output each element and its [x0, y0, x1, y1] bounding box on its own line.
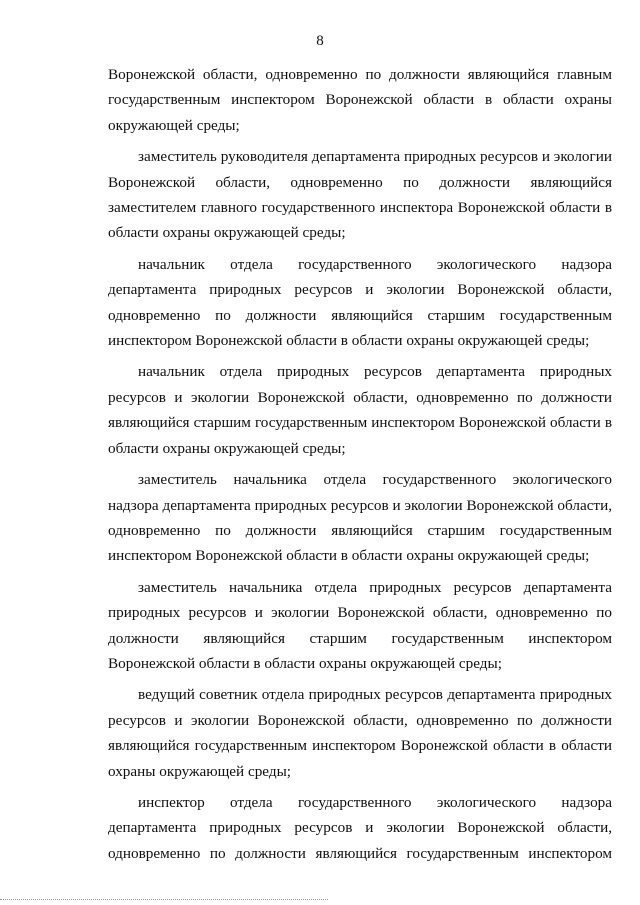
document-body [108, 62, 612, 866]
paragraph-inspector: инспектор отдела государственного экологического надзора департамента природных ресурсов и экологии Воронежской области, одновременно по должности являющийся государственным инспектором [108, 793, 612, 862]
footer-divider [0, 899, 328, 900]
page-number: 8 [316, 33, 324, 49]
paragraph-head-natural-resources: начальник отдела природных ресурсов департамента природных ресурсов и экологии Воронежской области, одновременно по должности являющийся старшим государственным инспектором Воронежской области в области охраны окружающей среды; [108, 363, 612, 457]
paragraph-head-eco-supervision: начальник отдела государственного экологического надзора департамента природных ресурсов и экологии Воронежской области, одновременно по должности являющийся старшим государственным инспектором Воронежской области в области охраны окружающей среды; [108, 255, 612, 350]
paragraph-continuation: Воронежской области, одновременно по должности являющийся главным государственным инспектором Воронежской области в области охраны окружающей среды; [108, 66, 612, 134]
paragraph-lead-advisor: ведущий советник отдела природных ресурсов департамента природных ресурсов и экологии Воронежской области, одновременно по должности являющийся государственным инспектором Воронежской области в области охраны окружающей среды; [108, 686, 612, 780]
paragraph-deputy-head-department: заместитель руководителя департамента природных ресурсов и экологии Воронежской области, одновременно по должности являющийся заместителем главного государственного инспектора Воронежской области в области охраны окружающей среды; [108, 148, 612, 242]
paragraph-deputy-head-eco-supervision: заместитель начальника отдела государственного экологического надзора департамента природных ресурсов и экологии Воронежской области, одновременно по должности являющийся старшим государственным инспектором Воронежской области в области охраны окружающей среды; [108, 471, 612, 565]
paragraph-deputy-head-natural-resources: заместитель начальника отдела природных ресурсов департамента природных ресурсов и экологии Воронежской области, одновременно по должности являющийся старшим государственным инспектором Воронежской области в области охраны окружающей среды; [108, 578, 612, 672]
